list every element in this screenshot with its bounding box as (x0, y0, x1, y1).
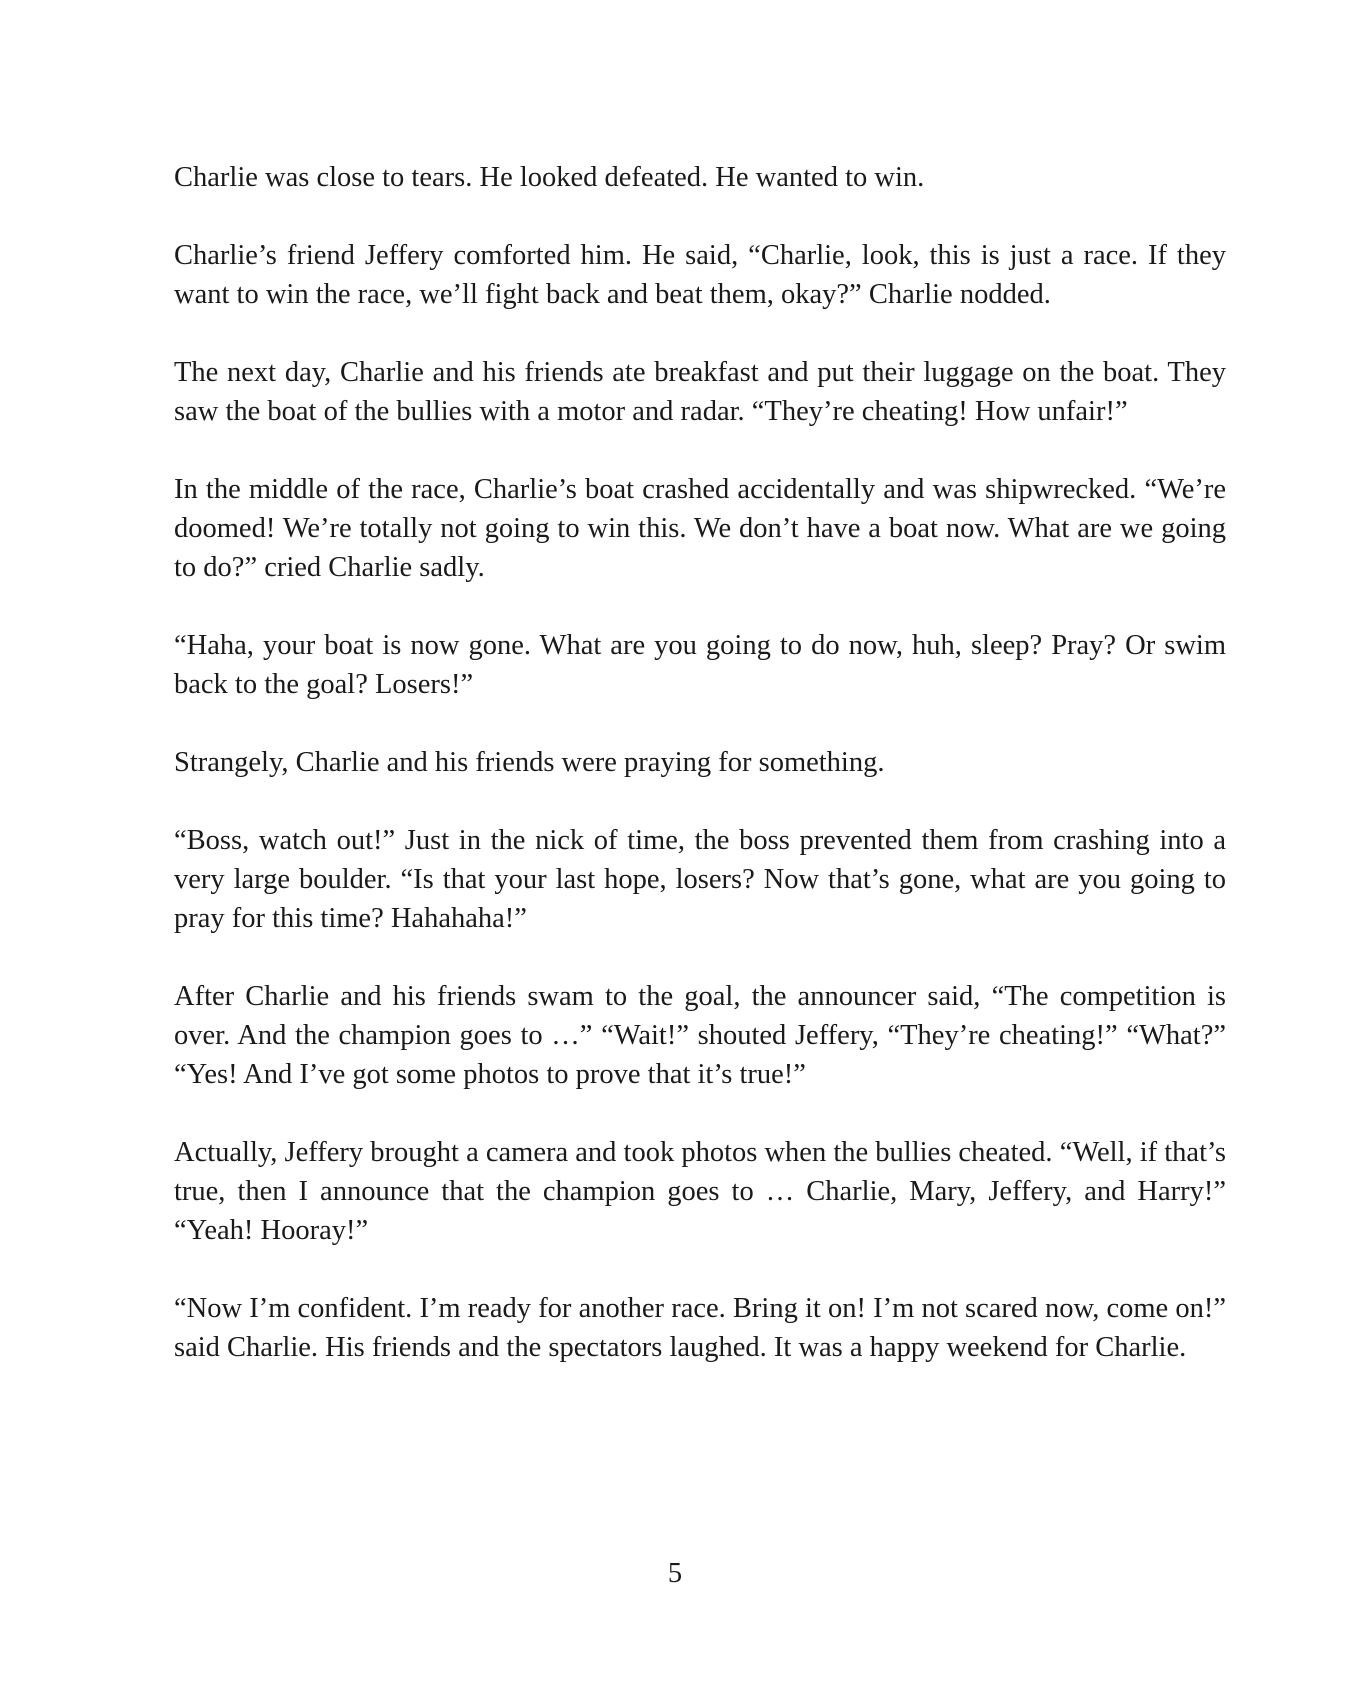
paragraph-announcer: After Charlie and his friends swam to the goal, the announcer said, “The competition is over. And the champion goes to …” “Wait!” shouted Jeffery, “They’re cheating!” “What?” “Yes! And I’ve got some photos to prove that it’s true!” (174, 981, 1226, 1090)
story-text (174, 158, 1226, 1406)
paragraph-close-to-tears: Charlie was close to tears. He looked defeated. He wanted to win. (174, 162, 925, 193)
paragraph-confident: “Now I’m confident. I’m ready for another race. Bring it on! I’m not scared now, come on!” said Charlie. His friends and the spectators laughed. It was a happy weekend for Charlie. (174, 1293, 1226, 1363)
paragraph-next-day: The next day, Charlie and his friends ate breakfast and put their luggage on the boat. They saw the boat of the bullies with a motor and radar. “They’re cheating! How unfair!” (174, 357, 1226, 427)
page-number: 5 (667, 1558, 683, 1589)
paragraph-jeffery-comforts: Charlie’s friend Jeffery comforted him. He said, “Charlie, look, this is just a race. If they want to win the race, we’ll fight back and beat them, okay?” Charlie nodded. (174, 240, 1226, 310)
paragraph-boulder: “Boss, watch out!” Just in the nick of time, the boss prevented them from crashing into a very large boulder. “Is that your last hope, losers? Now that’s gone, what are you going to pray for this time? Hahahaha!” (174, 825, 1226, 934)
paragraph-bullies-taunt: “Haha, your boat is now gone. What are you going to do now, huh, sleep? Pray? Or swim back to the goal? Losers!” (174, 630, 1226, 700)
paragraph-praying: Strangely, Charlie and his friends were praying for something. (174, 747, 885, 778)
paragraph-shipwreck: In the middle of the race, Charlie’s boat crashed accidentally and was shipwrecked. “We’re doomed! We’re totally not going to win this. We don’t have a boat now. What are we going to do?” cried Charlie sadly. (174, 474, 1226, 583)
paragraph-photos-proof: Actually, Jeffery brought a camera and took photos when the bullies cheated. “Well, if that’s true, then I announce that the champion goes to … Charlie, Mary, Jeffery, and Harry!” “Yeah! Hooray!” (174, 1137, 1226, 1246)
